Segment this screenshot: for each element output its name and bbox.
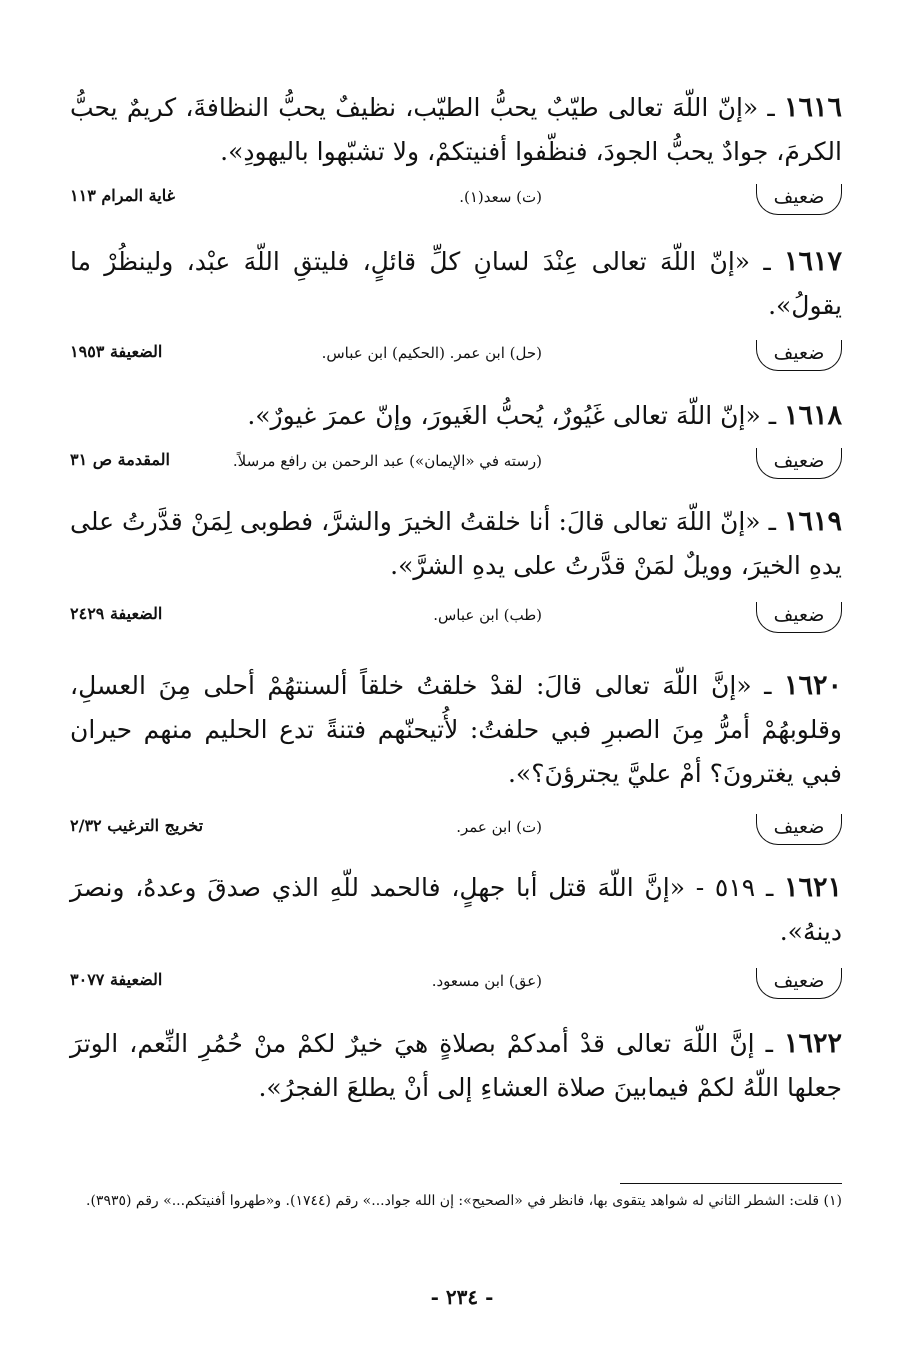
hadith-entry: ١٦١٩ ـ «إنّ اللّهَ تعالى قالَ: أنا خلقتُ الخيرَ والشرَّ، فطوبى لِمَنْ قدَّرتُ على يدهِ الخيرَ، وويلٌ لمَنْ قدَّرتُ على يدهِ الشرَّ». [70, 506, 842, 580]
source-text: (عق) ابن مسعود. [431, 972, 542, 990]
reference-text: المقدمة ص ٣١ [70, 450, 170, 469]
reference-text: الضعيفة ٣٠٧٧ [70, 970, 163, 989]
footnote-divider [620, 1183, 842, 1184]
grade-badge: ضعيف [756, 184, 842, 215]
page-number: - ٢٣٤ - [430, 1285, 494, 1309]
grade-line [70, 816, 842, 846]
reference-text: الضعيفة ١٩٥٣ [70, 342, 163, 361]
reference-text: غاية المرام ١١٣ [70, 186, 175, 205]
grade-line [70, 970, 842, 1000]
grade-badge: ضعيف [756, 814, 842, 845]
hadith-entry: ١٦٢٢ ـ إنَّ اللّهَ تعالى قدْ أمدكمْ بصلاةٍ هيَ خيرٌ لكمْ منْ حُمُرِ النِّعم، الوترَ جعلها اللّهُ لكمْ فيمابينَ صلاة العشاءِ إلى أنْ يطلعَ الفجرُ». [70, 1028, 843, 1102]
hadith-number: ١٦١٧ [784, 246, 843, 277]
hadith-number: ١٦١٨ [783, 400, 842, 431]
grade-badge: ضعيف [756, 340, 842, 371]
hadith-entry: ١٦١٧ ـ «إنّ اللّهَ تعالى عِنْدَ لسانِ كلِّ قائلٍ، فليتقِ اللّهَ عبْد، ولينظُرْ ما يقولُ». [70, 246, 843, 320]
grade-line [70, 186, 842, 216]
source-text: (رسته في «الإيمان») عبد الرحمن بن رافع مرسلاً. [232, 452, 542, 470]
grade-badge: ضعيف [756, 968, 842, 999]
reference-text: الضعيفة ٢٤٢٩ [70, 604, 163, 623]
hadith-entry: ١٦١٦ ـ «إنّ اللّهَ تعالى طيّبٌ يحبُّ الطيّب، نظيفٌ يحبُّ النظافةَ، كريمٌ يحبُّ الكرمَ، جوادٌ يحبُّ الجودَ، فنظّفوا أفنيتكمْ، ولا تشبّهوا باليهودِ». [70, 92, 842, 166]
source-text: (ت) سعد(١). [459, 188, 542, 206]
hadith-entry: ١٦١٨ ـ «إنّ اللّهَ تعالى غَيُورٌ، يُحبُّ الغَيورَ، وإنّ عمرَ غيورٌ». [247, 400, 842, 431]
source-text: (ت) ابن عمر. [456, 818, 542, 836]
hadith-number: ١٦١٩ [783, 506, 842, 537]
hadith-text: «إنّ اللّهَ تعالى قالَ: أنا خلقتُ الخيرَ والشرَّ، فطوبى لِمَنْ قدَّرتُ على يدهِ الخيرَ، وويلٌ لمَنْ قدَّرتُ على يدهِ الشرَّ». [70, 507, 842, 580]
hadith-text: «إنّ اللّهَ تعالى عِنْدَ لسانِ كلِّ قائلٍ، فليتقِ اللّهَ عبْد، ولينظُرْ ما يقولُ». [70, 247, 842, 320]
source-text: (طب) ابن عباس. [433, 606, 542, 624]
hadith-number: ١٦١٦ [783, 92, 842, 123]
grade-badge: ضعيف [756, 448, 842, 479]
hadith-number: ١٦٢٠ [783, 670, 842, 701]
hadith-entry: ١٦٢١ ـ ٥١٩ - «إنَّ اللّهَ قتل أبا جهلٍ، فالحمد للّهِ الذي صدقَ وعدهُ، ونصرَ دينهُ». [70, 872, 843, 946]
hadith-text: إنَّ اللّهَ تعالى قدْ أمدكمْ بصلاةٍ هيَ خيرٌ لكمْ منْ حُمُرِ النِّعم، الوترَ جعلها اللّهُ لكمْ فيمابينَ صلاة العشاءِ إلى أنْ يطلعَ الفجرُ». [70, 1029, 842, 1102]
grade-badge: ضعيف [756, 602, 842, 633]
grade-line [70, 604, 842, 634]
hadith-number: ١٦٢٢ [784, 1028, 843, 1059]
hadith-text: «إنّ اللّهَ تعالى طيّبٌ يحبُّ الطيّب، نظيفٌ يحبُّ النظافةَ، كريمٌ يحبُّ الكرمَ، جوادٌ يحبُّ الجودَ، فنظّفوا أفنيتكمْ، ولا تشبّهوا باليهودِ». [70, 93, 842, 166]
hadith-entry: ١٦٢٠ ـ «إنَّ اللّهَ تعالى قالَ: لقدْ خلقتُ خلقاً ألسنتهُمْ أحلى مِنَ العسلِ، وقلوبهُمْ أمرُّ مِنَ الصبرِ فبي حلفتُ: لأُتيحنّهم فتنةً تدع الحليم منهم حيران فبي يغترونَ؟ أمْ عليَّ يجترؤنَ؟». [70, 670, 842, 788]
footnote: (١) قلت: الشطر الثاني له شواهد يتقوى بها، فانظر في «الصحيح»: إن الله جواد...» رقم (١٧٤٤). و«طهروا أفنيتكم...» رقم (٣٩٣٥). [86, 1193, 842, 1209]
hadith-text: «إنّ اللّهَ تعالى غَيُورٌ، يُحبُّ الغَيورَ، وإنّ عمرَ غيورٌ». [247, 401, 761, 430]
hadith-number: ١٦٢١ [784, 872, 843, 903]
grade-line [70, 342, 842, 372]
source-text: (حل) ابن عمر. (الحكيم) ابن عباس. [321, 344, 542, 362]
reference-text: تخريج الترغيب ٢/٣٢ [70, 816, 204, 835]
hadith-text: «إنَّ اللّهَ تعالى قالَ: لقدْ خلقتُ خلقاً ألسنتهُمْ أحلى مِنَ العسلِ، وقلوبهُمْ أمرُّ مِنَ الصبرِ فبي حلفتُ: لأُتيحنّهم فتنةً تدع الحليم منهم حيران فبي يغترونَ؟ أمْ عليَّ يجترؤنَ؟». [70, 671, 842, 788]
hadith-text: ٥١٩ - «إنَّ اللّهَ قتل أبا جهلٍ، فالحمد للّهِ الذي صدقَ وعدهُ، ونصرَ دينهُ». [70, 873, 842, 946]
grade-line [70, 450, 842, 480]
